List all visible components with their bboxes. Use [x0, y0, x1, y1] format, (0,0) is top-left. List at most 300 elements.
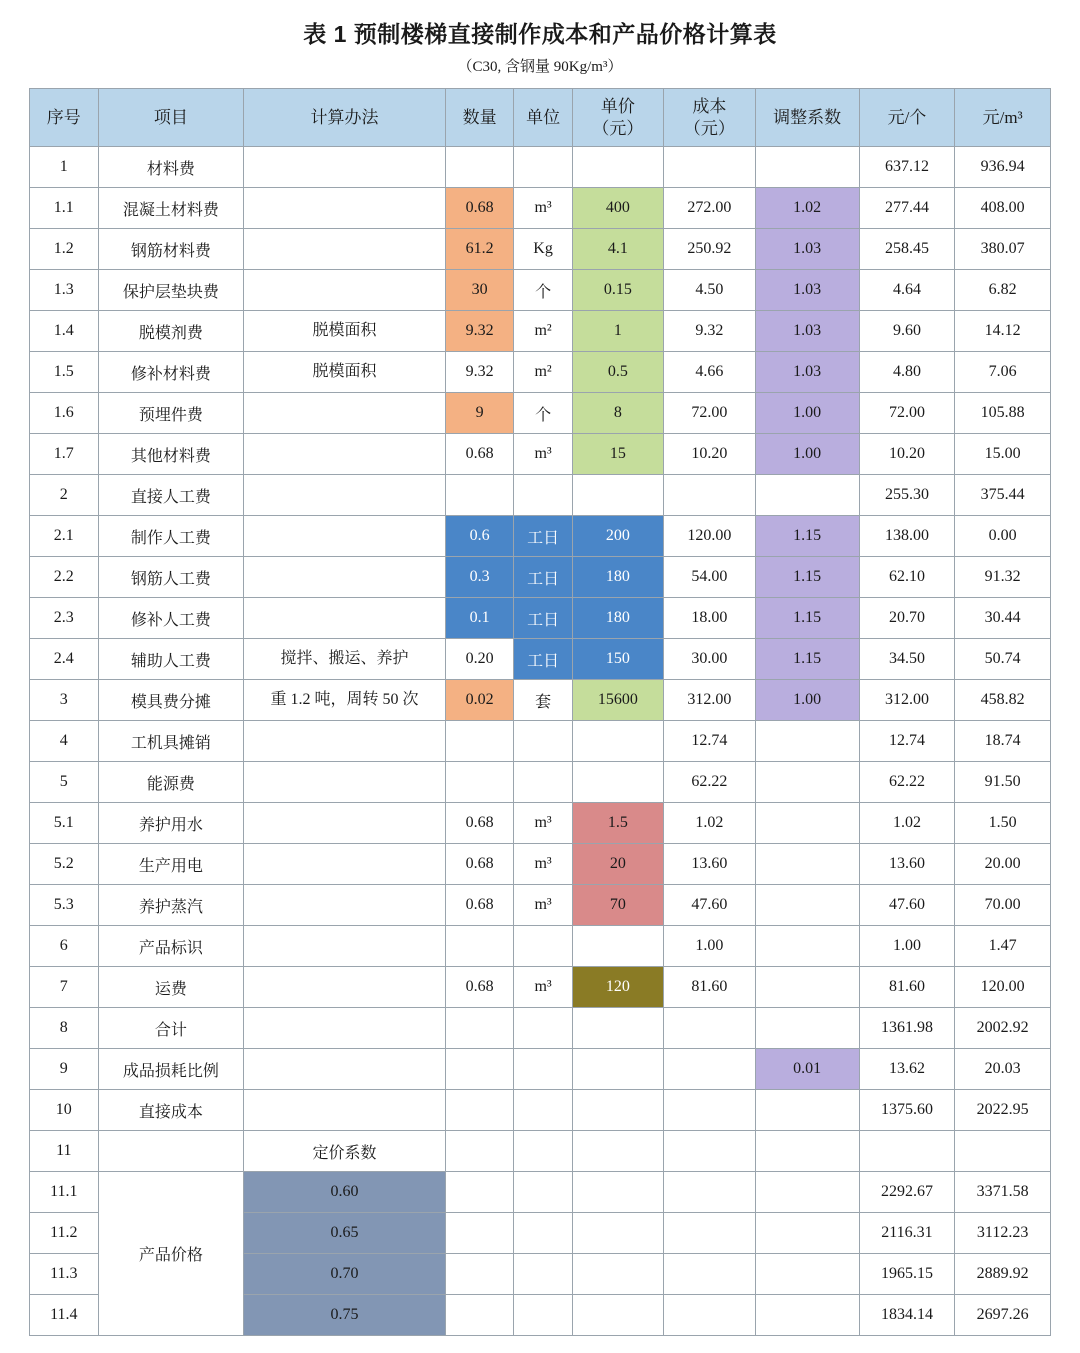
- cell-no: 1.5: [30, 352, 99, 393]
- cell-price: 8: [572, 393, 663, 434]
- cell-coefficient: 1.03: [755, 270, 859, 311]
- cell-price: [572, 475, 663, 516]
- cell-price: 180: [572, 598, 663, 639]
- table-row: [30, 926, 1051, 967]
- cell-cost: 13.60: [664, 844, 755, 885]
- cell-no: 1.1: [30, 188, 99, 229]
- cell-unit: m³: [514, 434, 572, 475]
- cell-per-m3: 30.44: [955, 598, 1051, 639]
- cell-no: 2.4: [30, 639, 99, 680]
- cell-coefficient: [755, 885, 859, 926]
- cell-no: 9: [30, 1049, 99, 1090]
- cell-no: 1.2: [30, 229, 99, 270]
- cell-qty: 0.68: [445, 434, 514, 475]
- cell-per-piece: 138.00: [859, 516, 955, 557]
- cell-cost: 81.60: [664, 967, 755, 1008]
- pricing-header-row: [30, 1131, 1051, 1172]
- cell-cost: 120.00: [664, 516, 755, 557]
- cell-item: 修补材料费: [98, 352, 244, 393]
- cell-cost: 1.02: [664, 803, 755, 844]
- cell-cost: 18.00: [664, 598, 755, 639]
- cell-per-piece: 12.74: [859, 721, 955, 762]
- table-row: [30, 393, 1051, 434]
- cell-item: 保护层垫块费: [98, 270, 244, 311]
- cell-per-m3: 2002.92: [955, 1008, 1051, 1049]
- cell-no: 1.3: [30, 270, 99, 311]
- cell-per-m3: 2022.95: [955, 1090, 1051, 1131]
- cell-per-m3: 375.44: [955, 475, 1051, 516]
- cell-cost: [664, 1254, 755, 1295]
- cell-qty: [445, 1213, 514, 1254]
- cell-method: 脱模面积: [244, 352, 446, 393]
- cell-price: 400: [572, 188, 663, 229]
- cell-unit: [514, 147, 572, 188]
- cell-item: [98, 1131, 244, 1172]
- cell-price: [572, 1213, 663, 1254]
- cell-coefficient: [755, 1295, 859, 1336]
- cell-unit: m³: [514, 803, 572, 844]
- cell-cost: 272.00: [664, 188, 755, 229]
- cell-per-piece: 10.20: [859, 434, 955, 475]
- cell-unit: [514, 1295, 572, 1336]
- cell-qty: 0.02: [445, 680, 514, 721]
- cell-per-piece: 34.50: [859, 639, 955, 680]
- table-row: [30, 188, 1051, 229]
- cell-qty: 9.32: [445, 311, 514, 352]
- cell-method: [244, 1008, 446, 1049]
- table-header-row: [30, 89, 1051, 147]
- cell-unit: m³: [514, 844, 572, 885]
- cell-unit: 工日: [514, 557, 572, 598]
- cell-cost: 47.60: [664, 885, 755, 926]
- cell-price: [572, 1172, 663, 1213]
- cell-price: 4.1: [572, 229, 663, 270]
- cell-per-m3: 936.94: [955, 147, 1051, 188]
- table-row: [30, 229, 1051, 270]
- cell-method: [244, 516, 446, 557]
- cell-unit: 个: [514, 270, 572, 311]
- cell-per-piece: 1.00: [859, 926, 955, 967]
- cell-no: 11.3: [30, 1254, 99, 1295]
- cell-item: 生产用电: [98, 844, 244, 885]
- cell-qty: [445, 1090, 514, 1131]
- cell-method: [244, 598, 446, 639]
- cell-item: 工机具摊销: [98, 721, 244, 762]
- cell-coefficient: 1.03: [755, 311, 859, 352]
- cell-cost: 62.22: [664, 762, 755, 803]
- cell-per-m3: 380.07: [955, 229, 1051, 270]
- cell-method: [244, 762, 446, 803]
- cell-per-piece: 277.44: [859, 188, 955, 229]
- cell-unit: [514, 1172, 572, 1213]
- column-header-price-line1: 单价: [600, 97, 635, 117]
- cell-price: [572, 147, 663, 188]
- cell-no: 2: [30, 475, 99, 516]
- cell-unit: 工日: [514, 516, 572, 557]
- cell-per-m3: 2697.26: [955, 1295, 1051, 1336]
- cell-per-m3: 6.82: [955, 270, 1051, 311]
- cell-cost: 312.00: [664, 680, 755, 721]
- cell-pricing-coefficient: 0.75: [244, 1295, 446, 1336]
- cell-qty: 61.2: [445, 229, 514, 270]
- cell-per-m3: 120.00: [955, 967, 1051, 1008]
- cell-per-piece: 47.60: [859, 885, 955, 926]
- cell-qty: [445, 1254, 514, 1295]
- cell-method: [244, 721, 446, 762]
- cell-no: 8: [30, 1008, 99, 1049]
- cell-item: 脱模剂费: [98, 311, 244, 352]
- cell-coefficient: 1.15: [755, 639, 859, 680]
- table-row: [30, 639, 1051, 680]
- cell-no: 2.1: [30, 516, 99, 557]
- cell-coefficient: 1.00: [755, 393, 859, 434]
- table-row: [30, 680, 1051, 721]
- cell-per-piece: 13.60: [859, 844, 955, 885]
- page-title: 表 1 预制楼梯直接制作成本和产品价格计算表: [303, 21, 777, 47]
- cell-per-m3: 1.50: [955, 803, 1051, 844]
- cell-price: 180: [572, 557, 663, 598]
- cell-qty: [445, 475, 514, 516]
- cell-cost: 250.92: [664, 229, 755, 270]
- cell-cost: 12.74: [664, 721, 755, 762]
- cell-per-m3: 15.00: [955, 434, 1051, 475]
- cell-no: 7: [30, 967, 99, 1008]
- cell-price: [572, 721, 663, 762]
- cell-per-m3: 3112.23: [955, 1213, 1051, 1254]
- cell-per-piece: 62.22: [859, 762, 955, 803]
- cell-per-m3: 50.74: [955, 639, 1051, 680]
- cell-cost: [664, 147, 755, 188]
- cell-method: [244, 229, 446, 270]
- cell-item: 制作人工费: [98, 516, 244, 557]
- cell-coefficient: 1.00: [755, 680, 859, 721]
- table-row: [30, 1008, 1051, 1049]
- cell-coefficient: 1.03: [755, 229, 859, 270]
- cell-per-m3: [955, 1131, 1051, 1172]
- cell-pricing-coefficient-label: 定价系数: [244, 1131, 446, 1172]
- cell-per-piece: 1834.14: [859, 1295, 955, 1336]
- cell-per-piece: [859, 1131, 955, 1172]
- cell-unit: 工日: [514, 639, 572, 680]
- cell-cost: 4.66: [664, 352, 755, 393]
- cell-cost: [664, 1295, 755, 1336]
- cell-method: [244, 188, 446, 229]
- cell-per-piece: 1.02: [859, 803, 955, 844]
- cell-item: 辅助人工费: [98, 639, 244, 680]
- cell-unit: Kg: [514, 229, 572, 270]
- cell-no: 4: [30, 721, 99, 762]
- column-header-item: 项目: [98, 89, 244, 147]
- cell-price: 0.15: [572, 270, 663, 311]
- cell-method: 重 1.2 吨，周转 50 次: [244, 680, 446, 721]
- cell-unit: [514, 1213, 572, 1254]
- cell-unit: m³: [514, 188, 572, 229]
- cell-price: [572, 926, 663, 967]
- cell-price: 0.5: [572, 352, 663, 393]
- cell-qty: 30: [445, 270, 514, 311]
- cell-coefficient: [755, 762, 859, 803]
- cell-per-piece: 1965.15: [859, 1254, 955, 1295]
- cell-no: 1.4: [30, 311, 99, 352]
- cell-unit: [514, 1090, 572, 1131]
- cell-item: 合计: [98, 1008, 244, 1049]
- cell-qty: 0.68: [445, 844, 514, 885]
- column-header-cost-line2: （元）: [683, 118, 735, 138]
- cell-method: [244, 885, 446, 926]
- cell-per-piece: 2116.31: [859, 1213, 955, 1254]
- cell-qty: [445, 147, 514, 188]
- table-row: [30, 516, 1051, 557]
- cell-product-price-label: 产品价格: [98, 1172, 244, 1336]
- cell-price: 15: [572, 434, 663, 475]
- cell-price: 150: [572, 639, 663, 680]
- cell-cost: [664, 1213, 755, 1254]
- cell-qty: 0.68: [445, 967, 514, 1008]
- column-header-price-line2: （元）: [592, 118, 644, 138]
- cell-coefficient: [755, 1131, 859, 1172]
- table-row: [30, 147, 1051, 188]
- cell-item: 运费: [98, 967, 244, 1008]
- cell-method: [244, 475, 446, 516]
- cell-per-m3: 20.03: [955, 1049, 1051, 1090]
- cell-no: 10: [30, 1090, 99, 1131]
- column-header-no: 序号: [30, 89, 99, 147]
- cell-coefficient: [755, 967, 859, 1008]
- cell-unit: m²: [514, 352, 572, 393]
- cell-qty: 0.68: [445, 188, 514, 229]
- cell-no: 5.3: [30, 885, 99, 926]
- cell-coefficient: 1.15: [755, 557, 859, 598]
- cell-qty: [445, 721, 514, 762]
- cell-no: 2.3: [30, 598, 99, 639]
- cell-qty: 0.1: [445, 598, 514, 639]
- cell-coefficient: [755, 803, 859, 844]
- cell-no: 3: [30, 680, 99, 721]
- cell-qty: [445, 1008, 514, 1049]
- cell-unit: m³: [514, 885, 572, 926]
- cell-coefficient: 1.03: [755, 352, 859, 393]
- cost-calculation-table: [29, 88, 1051, 1336]
- cell-method: [244, 926, 446, 967]
- cell-coefficient: [755, 147, 859, 188]
- cell-price: 1: [572, 311, 663, 352]
- cell-item: 直接人工费: [98, 475, 244, 516]
- cell-price: [572, 1049, 663, 1090]
- cell-qty: 0.20: [445, 639, 514, 680]
- cell-qty: 0.68: [445, 803, 514, 844]
- cell-unit: [514, 1131, 572, 1172]
- cell-cost: 30.00: [664, 639, 755, 680]
- cell-cost: [664, 1090, 755, 1131]
- table-row: [30, 557, 1051, 598]
- cell-per-m3: 70.00: [955, 885, 1051, 926]
- cell-coefficient: 1.00: [755, 434, 859, 475]
- cell-no: 11: [30, 1131, 99, 1172]
- cell-price: 120: [572, 967, 663, 1008]
- cell-no: 2.2: [30, 557, 99, 598]
- cell-no: 11.1: [30, 1172, 99, 1213]
- cell-per-m3: 105.88: [955, 393, 1051, 434]
- column-header-cost-line1: 成本: [692, 97, 727, 117]
- cell-unit: m³: [514, 967, 572, 1008]
- table-row: [30, 885, 1051, 926]
- cell-method: [244, 147, 446, 188]
- cell-coefficient: [755, 721, 859, 762]
- cell-coefficient: [755, 1254, 859, 1295]
- cell-coefficient: 1.15: [755, 598, 859, 639]
- cell-qty: 0.3: [445, 557, 514, 598]
- cell-unit: [514, 762, 572, 803]
- table-row: [30, 1172, 1051, 1213]
- cell-per-piece: 637.12: [859, 147, 955, 188]
- cell-per-m3: 0.00: [955, 516, 1051, 557]
- cell-coefficient: [755, 844, 859, 885]
- cell-pricing-coefficient: 0.70: [244, 1254, 446, 1295]
- cell-cost: 4.50: [664, 270, 755, 311]
- cell-coefficient: 1.15: [755, 516, 859, 557]
- table-row: [30, 434, 1051, 475]
- cell-per-piece: 312.00: [859, 680, 955, 721]
- cell-per-m3: 18.74: [955, 721, 1051, 762]
- cell-method: [244, 557, 446, 598]
- cell-pricing-coefficient: 0.65: [244, 1213, 446, 1254]
- cell-cost: [664, 475, 755, 516]
- cell-cost: 10.20: [664, 434, 755, 475]
- column-header-coefficient: 调整系数: [755, 89, 859, 147]
- cell-price: 70: [572, 885, 663, 926]
- cell-qty: 9: [445, 393, 514, 434]
- cell-method: [244, 434, 446, 475]
- table-row: [30, 1049, 1051, 1090]
- cell-no: 6: [30, 926, 99, 967]
- cell-item: 成品损耗比例: [98, 1049, 244, 1090]
- column-header-per-piece: 元/个: [859, 89, 955, 147]
- cell-price: [572, 762, 663, 803]
- cell-no: 5.2: [30, 844, 99, 885]
- cell-unit: [514, 926, 572, 967]
- column-header-unit: 单位: [514, 89, 572, 147]
- cell-no: 1.7: [30, 434, 99, 475]
- column-header-cost: [664, 89, 755, 147]
- cell-method: [244, 270, 446, 311]
- cell-unit: 工日: [514, 598, 572, 639]
- cell-per-m3: 14.12: [955, 311, 1051, 352]
- table-row: [30, 844, 1051, 885]
- cell-method: 脱模面积: [244, 311, 446, 352]
- cell-coefficient: [755, 475, 859, 516]
- cell-price: [572, 1254, 663, 1295]
- cell-unit: m²: [514, 311, 572, 352]
- cell-no: 5: [30, 762, 99, 803]
- cell-price: [572, 1008, 663, 1049]
- cell-item: 钢筋材料费: [98, 229, 244, 270]
- cell-coefficient: 0.01: [755, 1049, 859, 1090]
- cell-price: 1.5: [572, 803, 663, 844]
- cell-unit: 套: [514, 680, 572, 721]
- table-row: [30, 352, 1051, 393]
- cell-item: 其他材料费: [98, 434, 244, 475]
- table-row: [30, 803, 1051, 844]
- cell-per-piece: 62.10: [859, 557, 955, 598]
- table-row: [30, 967, 1051, 1008]
- cell-unit: [514, 1254, 572, 1295]
- cell-unit: [514, 1008, 572, 1049]
- cell-unit: [514, 721, 572, 762]
- table-row: [30, 721, 1051, 762]
- table-row: [30, 762, 1051, 803]
- cell-cost: [664, 1172, 755, 1213]
- cell-per-m3: 2889.92: [955, 1254, 1051, 1295]
- cell-per-piece: 72.00: [859, 393, 955, 434]
- cell-per-m3: 1.47: [955, 926, 1051, 967]
- table-body: [30, 147, 1051, 1336]
- cell-per-piece: 81.60: [859, 967, 955, 1008]
- cell-per-m3: 7.06: [955, 352, 1051, 393]
- cell-item: 材料费: [98, 147, 244, 188]
- cell-pricing-coefficient: 0.60: [244, 1172, 446, 1213]
- cell-per-m3: 458.82: [955, 680, 1051, 721]
- cell-item: 修补人工费: [98, 598, 244, 639]
- cell-per-piece: 255.30: [859, 475, 955, 516]
- cell-qty: [445, 1295, 514, 1336]
- cell-qty: 0.6: [445, 516, 514, 557]
- cell-method: [244, 803, 446, 844]
- cell-per-piece: 13.62: [859, 1049, 955, 1090]
- cell-qty: [445, 762, 514, 803]
- cell-per-piece: 4.80: [859, 352, 955, 393]
- cell-cost: 1.00: [664, 926, 755, 967]
- cell-per-m3: 3371.58: [955, 1172, 1051, 1213]
- cell-price: [572, 1090, 663, 1131]
- column-header-qty: 数量: [445, 89, 514, 147]
- cell-coefficient: [755, 1172, 859, 1213]
- column-header-method: 计算办法: [244, 89, 446, 147]
- cell-qty: 0.68: [445, 885, 514, 926]
- cell-price: 200: [572, 516, 663, 557]
- cell-no: 11.4: [30, 1295, 99, 1336]
- cell-qty: [445, 1049, 514, 1090]
- cell-per-piece: 9.60: [859, 311, 955, 352]
- cell-item: 预埋件费: [98, 393, 244, 434]
- cell-qty: [445, 926, 514, 967]
- cell-item: 直接成本: [98, 1090, 244, 1131]
- cell-price: [572, 1131, 663, 1172]
- cell-item: 养护蒸汽: [98, 885, 244, 926]
- cell-per-piece: 1361.98: [859, 1008, 955, 1049]
- cell-per-piece: 4.64: [859, 270, 955, 311]
- cell-per-piece: 258.45: [859, 229, 955, 270]
- cell-per-m3: 408.00: [955, 188, 1051, 229]
- column-header-price: [572, 89, 663, 147]
- cell-method: [244, 844, 446, 885]
- table-row: [30, 1090, 1051, 1131]
- cell-method: 搅拌、搬运、养护: [244, 639, 446, 680]
- cell-qty: [445, 1172, 514, 1213]
- page-subtitle: （C30, 含钢量 90Kg/m³）: [457, 59, 623, 75]
- cell-cost: [664, 1008, 755, 1049]
- table-row: [30, 311, 1051, 352]
- table-row: [30, 598, 1051, 639]
- cell-qty: 9.32: [445, 352, 514, 393]
- cell-cost: [664, 1049, 755, 1090]
- cell-coefficient: [755, 1213, 859, 1254]
- cell-price: [572, 1295, 663, 1336]
- cell-item: 能源费: [98, 762, 244, 803]
- cell-coefficient: 1.02: [755, 188, 859, 229]
- cell-method: [244, 967, 446, 1008]
- cell-per-piece: 2292.67: [859, 1172, 955, 1213]
- cell-item: 养护用水: [98, 803, 244, 844]
